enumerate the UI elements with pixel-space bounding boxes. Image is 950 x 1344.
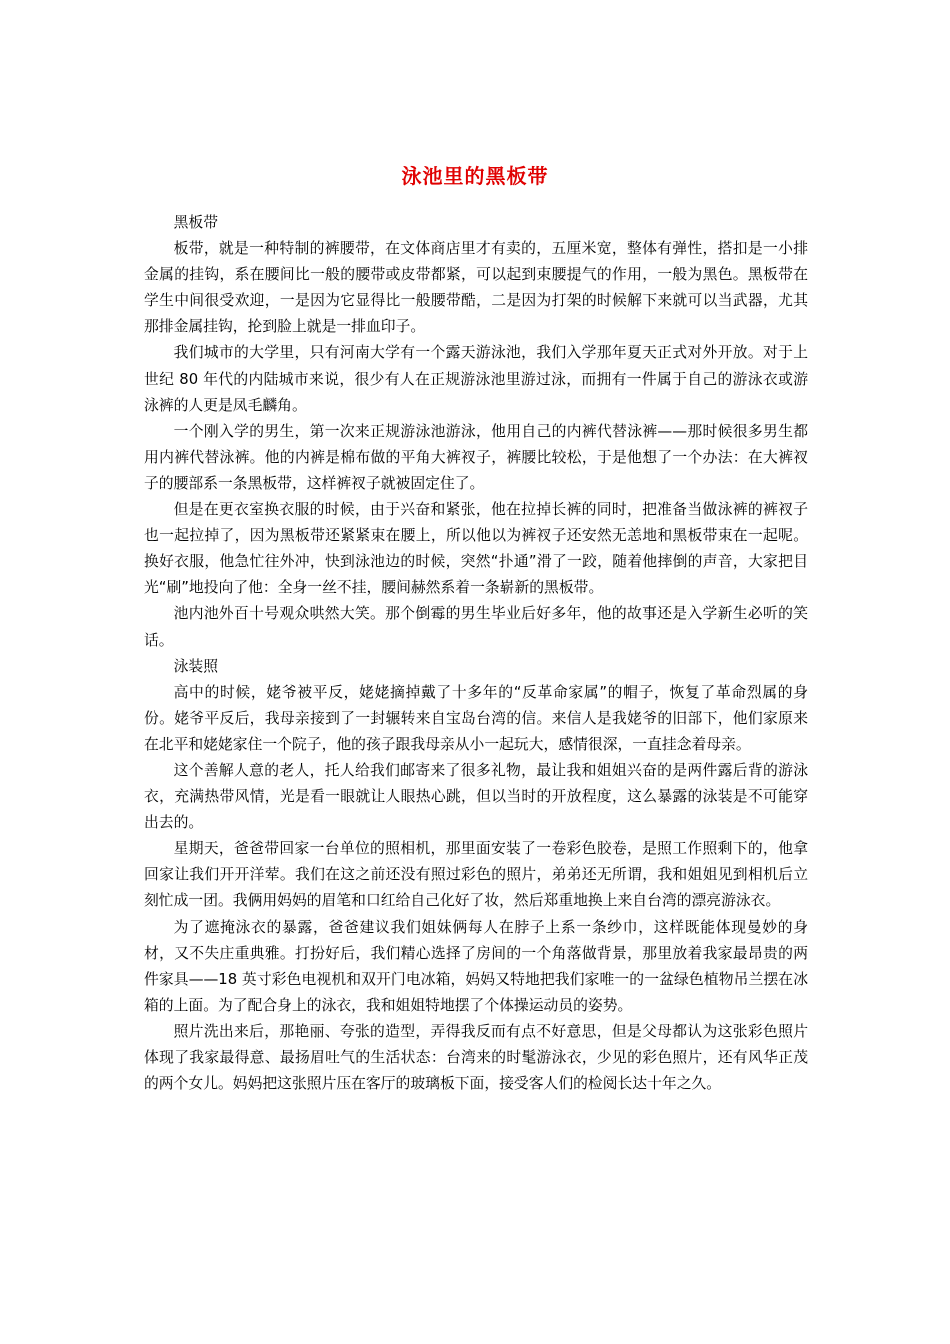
paragraph: 照片洗出来后，那艳丽、夸张的造型，弄得我反而有点不好意思，但是父母都认为这张彩色照片体现了我家最得意、最扬眉吐气的生活状态：台湾来的时髦游泳衣，少见的彩色照片，还有风华正茂的两个女儿。妈妈把这张照片压在客厅的玻璃板下面，接受客人们的检阅长达十年之久。 — [144, 1022, 808, 1093]
article-body — [144, 210, 808, 1097]
section-heading-swimsuit-photo: 泳装照 — [173, 657, 218, 675]
article-title: 泳池里的黑板带 — [401, 164, 549, 188]
paragraph: 高中的时候，姥爷被平反，姥姥摘掉戴了十多年的“反革命家属”的帽子，恢复了革命烈属的身份。姥爷平反后，我母亲接到了一封辗转来自宝岛台湾的信。来信人是我姥爷的旧部下，他们家原来在北平和姥姥家住一个院子，他的孩子跟我母亲从小一起玩大，感情很深，一直挂念着母亲。 — [144, 683, 808, 753]
paragraph: 板带，就是一种特制的裤腰带，在文体商店里才有卖的，五厘米宽，整体有弹性，搭扣是一小排金属的挂钩，系在腰间比一般的腰带或皮带都紧，可以起到束腰提气的作用，一般为黑色。黑板带在学生中间很受欢迎，一是因为它显得比一般腰带酷，二是因为打架的时候解下来就可以当武器，尤其那排金属挂钩，抡到脸上就是一排血印子。 — [144, 240, 808, 336]
paragraph: 池内池外百十号观众哄然大笑。那个倒霉的男生毕业后好多年，他的故事还是入学新生必听的笑话。 — [144, 605, 808, 649]
paragraph: 但是在更衣室换衣服的时候，由于兴奋和紧张，他在拉掉长裤的同时，把准备当做泳裤的裤衩子也一起拉掉了，因为黑板带还紧紧束在腰上，所以他以为裤衩子还安然无恙地和黑板带束在一起呢。换好衣服，他急忙往外冲，快到泳池边的时候，突然“扑通”滑了一跤，随着他摔倒的声音，大家把目光“刷”地投向了他：全身一丝不挂，腰间赫然系着一条崭新的黑板带。 — [144, 501, 808, 597]
section-heading-black-belt: 黑板带 — [173, 214, 218, 231]
paragraph: 为了遮掩泳衣的暴露，爸爸建议我们姐妹俩每人在脖子上系一条纱巾，这样既能体现曼妙的身材，又不失庄重典雅。打扮好后，我们精心选择了房间的一个角落做背景，那里放着我家最昂贵的两件家具——18 英寸彩色电视机和双开门电冰箱，妈妈又特地把我们家唯一的一盆绿色植物吊兰摆在冰箱的上面。为了配合身上的泳衣，我和姐姐特地摆了个体操运动员的姿势。 — [144, 918, 808, 1014]
paragraph: 星期天，爸爸带回家一台单位的照相机，那里面安装了一卷彩色胶卷，是照工作照剩下的，他拿回家让我们开开洋荤。我们在这之前还没有照过彩色的照片，弟弟还无所谓，我和姐姐见到相机后立刻忙成一团。我俩用妈妈的眉笔和口红给自己化好了妆，然后郑重地换上来自台湾的漂亮游泳衣。 — [144, 840, 808, 910]
paragraph: 这个善解人意的老人，托人给我们邮寄来了很多礼物，最让我和姐姐兴奋的是两件露后背的游泳衣，充满热带风情，光是看一眼就让人眼热心跳，但以当时的开放程度，这么暴露的泳装是不可能穿出去的。 — [144, 761, 808, 832]
paragraph: 我们城市的大学里，只有河南大学有一个露天游泳池，我们入学那年夏天正式对外开放。对于上世纪 80 年代的内陆城市来说，很少有人在正规游泳池里游过泳，而拥有一件属于自己的游泳衣或游泳裤的人更是凤毛麟角。 — [144, 344, 808, 414]
paragraph: 一个刚入学的男生，第一次来正规游泳池游泳，他用自己的内裤代替泳裤——那时候很多男生都用内裤代替泳裤。他的内裤是棉布做的平角大裤衩子，裤腰比较松，于是他想了一个办法：在大裤衩子的腰部系一条黑板带，这样裤衩子就被固定住了。 — [144, 422, 808, 492]
